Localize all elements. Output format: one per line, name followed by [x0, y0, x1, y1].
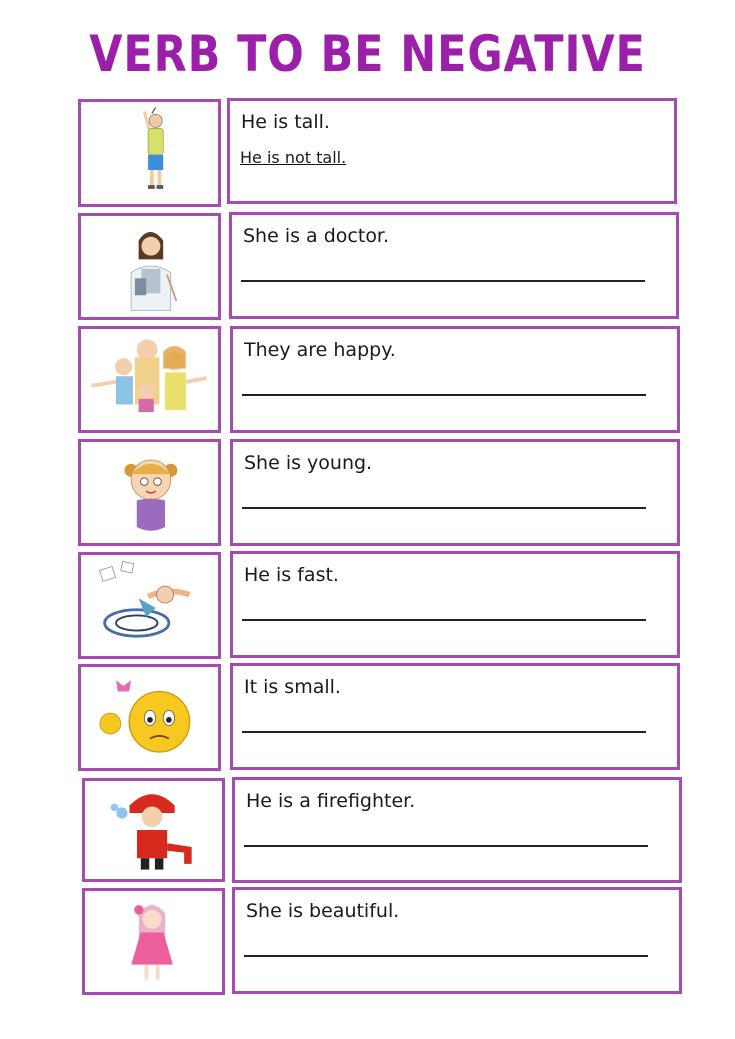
sentence-text: She is young. — [244, 452, 373, 474]
picture-box-2 — [78, 213, 221, 320]
young-girl-icon — [81, 442, 218, 543]
picture-box-1 — [78, 99, 221, 207]
picture-box-5 — [78, 552, 221, 659]
example-answer: He is not tall. — [240, 148, 347, 167]
sentence-text: He is a firefighter. — [246, 790, 416, 812]
picture-box-8 — [82, 888, 225, 995]
doctor-icon — [81, 216, 218, 317]
answer-line[interactable] — [242, 731, 646, 733]
picture-box-7 — [82, 778, 225, 882]
answer-line[interactable] — [244, 845, 648, 847]
sentence-text: She is beautiful. — [246, 900, 400, 922]
answer-line[interactable] — [242, 394, 646, 396]
sentence-box-1 — [227, 98, 677, 204]
sentence-box-4 — [230, 439, 680, 546]
sentence-box-5 — [230, 551, 680, 658]
small-emoji-icon — [81, 667, 218, 768]
happy-family-icon — [81, 329, 218, 430]
picture-box-4 — [78, 439, 221, 546]
worksheet-title: VERB TO BE NEGATIVE — [89, 25, 646, 83]
sentence-text: They are happy. — [244, 339, 396, 361]
tall-boy-icon — [81, 102, 218, 204]
answer-line[interactable] — [241, 280, 645, 282]
fast-runner-icon — [81, 555, 218, 656]
answer-line[interactable] — [242, 619, 646, 621]
sentence-box-7 — [232, 777, 682, 883]
sentence-text: He is fast. — [244, 564, 339, 586]
sentence-text: It is small. — [244, 676, 341, 698]
sentence-box-8 — [232, 887, 682, 994]
firefighter-icon — [85, 781, 222, 879]
sentence-box-3 — [230, 326, 680, 433]
sentence-text: He is tall. — [241, 111, 330, 133]
beautiful-girl-icon — [85, 891, 222, 992]
picture-box-3 — [78, 326, 221, 433]
answer-line[interactable] — [242, 507, 646, 509]
picture-box-6 — [78, 664, 221, 771]
sentence-box-2 — [229, 212, 679, 319]
sentence-box-6 — [230, 663, 680, 770]
sentence-text: She is a doctor. — [243, 225, 390, 247]
answer-line[interactable] — [244, 955, 648, 957]
